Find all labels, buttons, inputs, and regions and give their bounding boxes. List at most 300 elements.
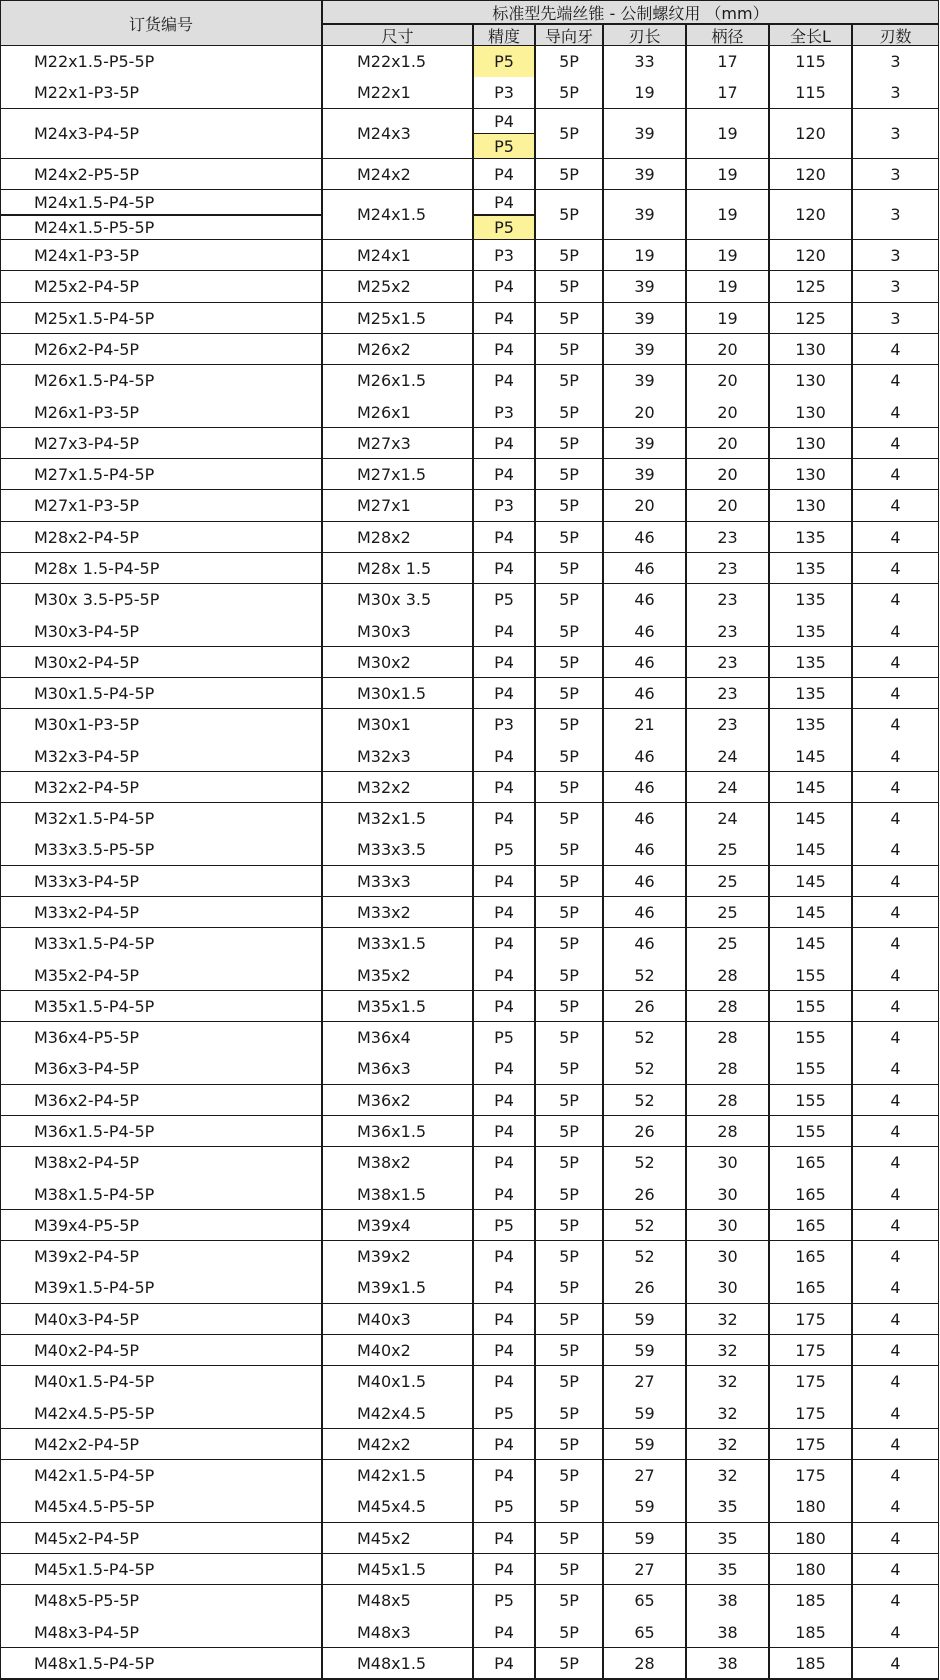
shank-diameter-cell: 23: [686, 678, 769, 709]
total-length-cell: 145: [769, 834, 852, 865]
blade-length-cell: 27: [603, 1366, 686, 1397]
shank-diameter-cell: 25: [686, 897, 769, 928]
precision-cell: P4: [473, 1053, 535, 1084]
size-cell: M27x3: [322, 428, 473, 459]
precision-cell: P4: [473, 303, 535, 334]
total-length-cell: 115: [769, 46, 852, 77]
order-code-cell: M39x1.5-P4-5P: [0, 1272, 322, 1303]
shank-diameter-cell: 28: [686, 1053, 769, 1084]
precision-cell: P4: [473, 1523, 535, 1554]
blade-length-cell: 19: [603, 77, 686, 108]
blade-length-cell: 46: [603, 866, 686, 897]
total-length-cell: 120: [769, 159, 852, 190]
shank-diameter-cell: 19: [686, 190, 769, 240]
shank-diameter-cell: 23: [686, 584, 769, 615]
size-cell: M45x2: [322, 1523, 473, 1554]
shank-diameter-cell: 32: [686, 1429, 769, 1460]
order-code-cell: M45x1.5-P4-5P: [0, 1554, 322, 1585]
order-code-cell: M30x1-P3-5P: [0, 709, 322, 740]
shank-diameter-cell: 24: [686, 740, 769, 771]
header-column-5: 全长L: [769, 24, 852, 46]
flute-count-cell: 4: [852, 709, 939, 740]
size-cell: M35x1.5: [322, 991, 473, 1022]
size-cell: M30x1: [322, 709, 473, 740]
order-code-cell: M36x1.5-P4-5P: [0, 1116, 322, 1147]
shank-diameter-cell: 19: [686, 303, 769, 334]
precision-cell: P4: [473, 959, 535, 990]
guide-thread-cell: 5P: [535, 803, 603, 834]
flute-count-cell: 3: [852, 303, 939, 334]
grid-line: [321, 46, 323, 1679]
order-code-cell: M22x1-P3-5P: [0, 77, 322, 108]
order-code-cell: M42x4.5-P5-5P: [0, 1397, 322, 1428]
total-length-cell: 165: [769, 1241, 852, 1272]
guide-thread-cell: 5P: [535, 334, 603, 365]
order-code-cell: M22x1.5-P5-5P: [0, 46, 322, 77]
grid-line: [534, 46, 536, 1679]
blade-length-cell: 19: [603, 240, 686, 271]
total-length-cell: 130: [769, 490, 852, 521]
order-code-cell: M26x1-P3-5P: [0, 396, 322, 427]
shank-diameter-cell: 32: [686, 1335, 769, 1366]
shank-diameter-cell: 38: [686, 1616, 769, 1647]
blade-length-cell: 59: [603, 1304, 686, 1335]
size-cell: M36x4: [322, 1022, 473, 1053]
shank-diameter-cell: 32: [686, 1304, 769, 1335]
flute-count-cell: 4: [852, 991, 939, 1022]
precision-cell: P4: [473, 553, 535, 584]
flute-count-cell: 4: [852, 490, 939, 521]
flute-count-cell: 4: [852, 834, 939, 865]
total-length-cell: 130: [769, 365, 852, 396]
total-length-cell: 155: [769, 1116, 852, 1147]
flute-count-cell: 4: [852, 803, 939, 834]
size-cell: M24x1.5: [322, 190, 473, 240]
guide-thread-cell: 5P: [535, 1648, 603, 1679]
blade-length-cell: 46: [603, 803, 686, 834]
flute-count-cell: 3: [852, 109, 939, 159]
blade-length-cell: 27: [603, 1554, 686, 1585]
flute-count-cell: 4: [852, 928, 939, 959]
precision-cell: P4: [473, 740, 535, 771]
blade-length-cell: 39: [603, 365, 686, 396]
order-code-cell: M42x1.5-P4-5P: [0, 1460, 322, 1491]
precision-cell: P4: [473, 1272, 535, 1303]
guide-thread-cell: 5P: [535, 365, 603, 396]
guide-thread-cell: 5P: [535, 303, 603, 334]
blade-length-cell: 39: [603, 271, 686, 302]
guide-thread-cell: 5P: [535, 740, 603, 771]
flute-count-cell: 4: [852, 1022, 939, 1053]
order-code-cell: M24x1.5-P5-5P: [0, 215, 322, 240]
size-cell: M30x2: [322, 647, 473, 678]
flute-count-cell: 4: [852, 866, 939, 897]
blade-length-cell: 59: [603, 1523, 686, 1554]
precision-cell: P4: [473, 109, 535, 134]
flute-count-cell: 4: [852, 897, 939, 928]
size-cell: M38x2: [322, 1147, 473, 1178]
shank-diameter-cell: 35: [686, 1554, 769, 1585]
flute-count-cell: 4: [852, 1210, 939, 1241]
order-code-cell: M24x2-P5-5P: [0, 159, 322, 190]
size-cell: M30x 3.5: [322, 584, 473, 615]
shank-diameter-cell: 20: [686, 428, 769, 459]
guide-thread-cell: 5P: [535, 584, 603, 615]
shank-diameter-cell: 23: [686, 522, 769, 553]
total-length-cell: 175: [769, 1366, 852, 1397]
shank-diameter-cell: 19: [686, 240, 769, 271]
guide-thread-cell: 5P: [535, 1022, 603, 1053]
grid-line: [685, 46, 687, 1679]
precision-cell: P4: [473, 159, 535, 190]
size-cell: M33x3.5: [322, 834, 473, 865]
size-cell: M30x3: [322, 615, 473, 646]
blade-length-cell: 39: [603, 159, 686, 190]
shank-diameter-cell: 20: [686, 396, 769, 427]
shank-diameter-cell: 32: [686, 1460, 769, 1491]
header-group-title: 标准型先端丝锥 - 公制螺纹用 （mm）: [322, 0, 939, 24]
total-length-cell: 175: [769, 1335, 852, 1366]
guide-thread-cell: 5P: [535, 928, 603, 959]
precision-cell: P4: [473, 803, 535, 834]
order-code-cell: M30x2-P4-5P: [0, 647, 322, 678]
order-code-cell: M36x3-P4-5P: [0, 1053, 322, 1084]
flute-count-cell: 4: [852, 740, 939, 771]
blade-length-cell: 46: [603, 897, 686, 928]
blade-length-cell: 46: [603, 834, 686, 865]
size-cell: M27x1: [322, 490, 473, 521]
flute-count-cell: 4: [852, 1366, 939, 1397]
precision-cell: P4: [473, 190, 535, 215]
size-cell: M33x3: [322, 866, 473, 897]
size-cell: M36x1.5: [322, 1116, 473, 1147]
total-length-cell: 175: [769, 1460, 852, 1491]
size-cell: M32x2: [322, 772, 473, 803]
order-code-cell: M26x2-P4-5P: [0, 334, 322, 365]
size-cell: M26x1: [322, 396, 473, 427]
blade-length-cell: 59: [603, 1335, 686, 1366]
blade-length-cell: 46: [603, 553, 686, 584]
grid-line: [472, 24, 474, 46]
total-length-cell: 115: [769, 77, 852, 108]
flute-count-cell: 3: [852, 240, 939, 271]
guide-thread-cell: 5P: [535, 553, 603, 584]
order-code-cell: M30x1.5-P4-5P: [0, 678, 322, 709]
header-order-code: 订货编号: [0, 0, 322, 46]
header-column-6: 刃数: [852, 24, 939, 46]
order-code-cell: M48x5-P5-5P: [0, 1585, 322, 1616]
size-cell: M38x1.5: [322, 1178, 473, 1209]
grid-line: [768, 46, 770, 1679]
blade-length-cell: 46: [603, 772, 686, 803]
flute-count-cell: 4: [852, 1116, 939, 1147]
flute-count-cell: 4: [852, 772, 939, 803]
order-code-cell: M39x4-P5-5P: [0, 1210, 322, 1241]
shank-diameter-cell: 30: [686, 1147, 769, 1178]
precision-cell: P4: [473, 428, 535, 459]
order-code-cell: M45x4.5-P5-5P: [0, 1491, 322, 1522]
blade-length-cell: 33: [603, 46, 686, 77]
size-cell: M24x3: [322, 109, 473, 159]
precision-cell: P4: [473, 1147, 535, 1178]
grid-line: [851, 46, 853, 1679]
precision-cell: P5: [473, 834, 535, 865]
shank-diameter-cell: 28: [686, 1116, 769, 1147]
blade-length-cell: 52: [603, 1085, 686, 1116]
guide-thread-cell: 5P: [535, 959, 603, 990]
guide-thread-cell: 5P: [535, 1585, 603, 1616]
precision-cell: P4: [473, 1554, 535, 1585]
size-cell: M42x4.5: [322, 1397, 473, 1428]
precision-cell: P3: [473, 709, 535, 740]
total-length-cell: 165: [769, 1272, 852, 1303]
header-column-3: 刃长: [603, 24, 686, 46]
flute-count-cell: 4: [852, 1053, 939, 1084]
blade-length-cell: 27: [603, 1460, 686, 1491]
size-cell: M45x1.5: [322, 1554, 473, 1585]
total-length-cell: 180: [769, 1523, 852, 1554]
shank-diameter-cell: 28: [686, 1022, 769, 1053]
shank-diameter-cell: 23: [686, 615, 769, 646]
guide-thread-cell: 5P: [535, 240, 603, 271]
precision-cell: P4: [473, 1085, 535, 1116]
precision-cell: P4: [473, 365, 535, 396]
header-column-1: 精度: [473, 24, 535, 46]
blade-length-cell: 59: [603, 1491, 686, 1522]
order-code-cell: M24x3-P4-5P: [0, 109, 322, 159]
total-length-cell: 180: [769, 1554, 852, 1585]
precision-cell: P5: [473, 215, 535, 240]
total-length-cell: 120: [769, 190, 852, 240]
order-code-cell: M40x3-P4-5P: [0, 1304, 322, 1335]
order-code-cell: M28x2-P4-5P: [0, 522, 322, 553]
size-cell: M35x2: [322, 959, 473, 990]
shank-diameter-cell: 25: [686, 834, 769, 865]
header-column-0: 尺寸: [322, 24, 473, 46]
order-code-cell: M40x2-P4-5P: [0, 1335, 322, 1366]
total-length-cell: 135: [769, 584, 852, 615]
flute-count-cell: 4: [852, 1585, 939, 1616]
flute-count-cell: 4: [852, 553, 939, 584]
flute-count-cell: 4: [852, 396, 939, 427]
total-length-cell: 135: [769, 647, 852, 678]
precision-cell: P5: [473, 1397, 535, 1428]
grid-line: [685, 24, 687, 46]
guide-thread-cell: 5P: [535, 1178, 603, 1209]
size-cell: M32x1.5: [322, 803, 473, 834]
blade-length-cell: 26: [603, 1116, 686, 1147]
shank-diameter-cell: 25: [686, 928, 769, 959]
precision-cell: P3: [473, 396, 535, 427]
shank-diameter-cell: 30: [686, 1210, 769, 1241]
total-length-cell: 120: [769, 109, 852, 159]
total-length-cell: 130: [769, 428, 852, 459]
guide-thread-cell: 5P: [535, 1335, 603, 1366]
precision-cell: P3: [473, 490, 535, 521]
guide-thread-cell: 5P: [535, 1460, 603, 1491]
total-length-cell: 185: [769, 1585, 852, 1616]
precision-cell: P5: [473, 1210, 535, 1241]
shank-diameter-cell: 23: [686, 709, 769, 740]
blade-length-cell: 28: [603, 1648, 686, 1679]
flute-count-cell: 3: [852, 190, 939, 240]
precision-cell: P4: [473, 459, 535, 490]
order-code-cell: M48x3-P4-5P: [0, 1616, 322, 1647]
order-code-cell: M28x 1.5-P4-5P: [0, 553, 322, 584]
size-cell: M48x1.5: [322, 1648, 473, 1679]
flute-count-cell: 4: [852, 334, 939, 365]
guide-thread-cell: 5P: [535, 1366, 603, 1397]
precision-cell: P4: [473, 334, 535, 365]
total-length-cell: 145: [769, 928, 852, 959]
guide-thread-cell: 5P: [535, 1616, 603, 1647]
shank-diameter-cell: 38: [686, 1585, 769, 1616]
flute-count-cell: 4: [852, 1147, 939, 1178]
grid-line: [472, 46, 474, 1679]
blade-length-cell: 65: [603, 1585, 686, 1616]
precision-cell: P5: [473, 1022, 535, 1053]
flute-count-cell: 4: [852, 522, 939, 553]
guide-thread-cell: 5P: [535, 1210, 603, 1241]
order-code-cell: M24x1-P3-5P: [0, 240, 322, 271]
flute-count-cell: 4: [852, 1397, 939, 1428]
flute-count-cell: 4: [852, 678, 939, 709]
order-code-cell: M33x2-P4-5P: [0, 897, 322, 928]
precision-cell: P4: [473, 1429, 535, 1460]
precision-cell: P5: [473, 1491, 535, 1522]
size-cell: M36x3: [322, 1053, 473, 1084]
shank-diameter-cell: 23: [686, 553, 769, 584]
size-cell: M42x1.5: [322, 1460, 473, 1491]
precision-cell: P4: [473, 1116, 535, 1147]
flute-count-cell: 4: [852, 1241, 939, 1272]
order-code-cell: M25x2-P4-5P: [0, 271, 322, 302]
order-code-cell: M33x3-P4-5P: [0, 866, 322, 897]
precision-cell: P5: [473, 46, 535, 77]
total-length-cell: 155: [769, 1022, 852, 1053]
size-cell: M22x1: [322, 77, 473, 108]
flute-count-cell: 4: [852, 1616, 939, 1647]
blade-length-cell: 20: [603, 396, 686, 427]
order-code-cell: M38x2-P4-5P: [0, 1147, 322, 1178]
order-code-cell: M35x1.5-P4-5P: [0, 991, 322, 1022]
order-code-cell: M24x1.5-P4-5P: [0, 190, 322, 215]
shank-diameter-cell: 23: [686, 647, 769, 678]
total-length-cell: 155: [769, 959, 852, 990]
size-cell: M39x1.5: [322, 1272, 473, 1303]
guide-thread-cell: 5P: [535, 1429, 603, 1460]
precision-cell: P4: [473, 647, 535, 678]
guide-thread-cell: 5P: [535, 1241, 603, 1272]
blade-length-cell: 26: [603, 1178, 686, 1209]
shank-diameter-cell: 24: [686, 772, 769, 803]
total-length-cell: 165: [769, 1210, 852, 1241]
order-code-cell: M26x1.5-P4-5P: [0, 365, 322, 396]
guide-thread-cell: 5P: [535, 1085, 603, 1116]
header-column-2: 导向牙: [535, 24, 603, 46]
guide-thread-cell: 5P: [535, 490, 603, 521]
flute-count-cell: 3: [852, 46, 939, 77]
shank-diameter-cell: 28: [686, 991, 769, 1022]
flute-count-cell: 4: [852, 459, 939, 490]
size-cell: M25x2: [322, 271, 473, 302]
order-code-cell: M42x2-P4-5P: [0, 1429, 322, 1460]
precision-cell: P4: [473, 1616, 535, 1647]
size-cell: M26x1.5: [322, 365, 473, 396]
total-length-cell: 135: [769, 522, 852, 553]
total-length-cell: 185: [769, 1616, 852, 1647]
flute-count-cell: 3: [852, 271, 939, 302]
size-cell: M40x3: [322, 1304, 473, 1335]
shank-diameter-cell: 30: [686, 1272, 769, 1303]
total-length-cell: 135: [769, 678, 852, 709]
flute-count-cell: 4: [852, 1304, 939, 1335]
flute-count-cell: 4: [852, 615, 939, 646]
flute-count-cell: 4: [852, 959, 939, 990]
flute-count-cell: 4: [852, 1335, 939, 1366]
size-cell: M33x2: [322, 897, 473, 928]
flute-count-cell: 4: [852, 1429, 939, 1460]
blade-length-cell: 46: [603, 740, 686, 771]
shank-diameter-cell: 17: [686, 77, 769, 108]
guide-thread-cell: 5P: [535, 190, 603, 240]
total-length-cell: 130: [769, 459, 852, 490]
flute-count-cell: 4: [852, 1523, 939, 1554]
blade-length-cell: 46: [603, 615, 686, 646]
size-cell: M33x1.5: [322, 928, 473, 959]
order-code-cell: M38x1.5-P4-5P: [0, 1178, 322, 1209]
order-code-cell: M35x2-P4-5P: [0, 959, 322, 990]
total-length-cell: 145: [769, 897, 852, 928]
shank-diameter-cell: 19: [686, 109, 769, 159]
guide-thread-cell: 5P: [535, 109, 603, 159]
order-code-cell: M40x1.5-P4-5P: [0, 1366, 322, 1397]
blade-length-cell: 26: [603, 1272, 686, 1303]
size-cell: M45x4.5: [322, 1491, 473, 1522]
total-length-cell: 145: [769, 740, 852, 771]
total-length-cell: 145: [769, 866, 852, 897]
total-length-cell: 185: [769, 1648, 852, 1679]
size-cell: M42x2: [322, 1429, 473, 1460]
shank-diameter-cell: 28: [686, 959, 769, 990]
total-length-cell: 175: [769, 1304, 852, 1335]
blade-length-cell: 59: [603, 1429, 686, 1460]
shank-diameter-cell: 20: [686, 334, 769, 365]
total-length-cell: 145: [769, 803, 852, 834]
flute-count-cell: 4: [852, 428, 939, 459]
grid-line: [851, 24, 853, 46]
guide-thread-cell: 5P: [535, 866, 603, 897]
blade-length-cell: 39: [603, 334, 686, 365]
blade-length-cell: 65: [603, 1616, 686, 1647]
guide-thread-cell: 5P: [535, 1491, 603, 1522]
total-length-cell: 145: [769, 772, 852, 803]
order-code-cell: M36x2-P4-5P: [0, 1085, 322, 1116]
size-cell: M40x1.5: [322, 1366, 473, 1397]
grid-line: [473, 214, 535, 216]
shank-diameter-cell: 35: [686, 1491, 769, 1522]
shank-diameter-cell: 30: [686, 1241, 769, 1272]
blade-length-cell: 46: [603, 678, 686, 709]
total-length-cell: 155: [769, 991, 852, 1022]
precision-cell: P4: [473, 1241, 535, 1272]
guide-thread-cell: 5P: [535, 459, 603, 490]
precision-cell: P4: [473, 1304, 535, 1335]
size-cell: M28x2: [322, 522, 473, 553]
guide-thread-cell: 5P: [535, 1304, 603, 1335]
flute-count-cell: 4: [852, 1272, 939, 1303]
guide-thread-cell: 5P: [535, 615, 603, 646]
